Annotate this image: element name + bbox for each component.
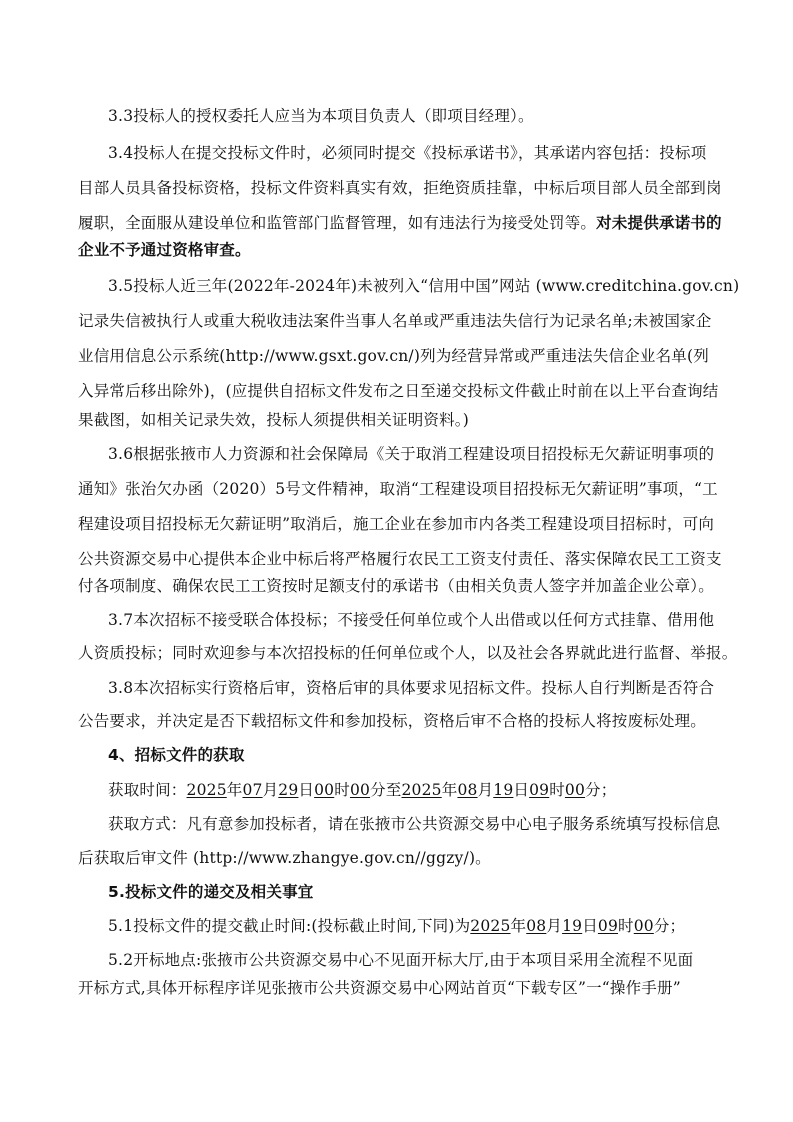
paragraph-5-1 — [108, 916, 685, 936]
hour-unit: 时 — [618, 917, 634, 935]
paragraph-3-6-line: 公共资源交易中心提供本企业中标后将严格履行农民工工资支付责任、落实保障农民工工资支 — [78, 550, 722, 568]
end-month: 08 — [457, 781, 478, 799]
month-unit: 月 — [477, 781, 494, 799]
paragraph-3-5-line: 果截图，如相关记录失效，投标人须提供相关证明资料。) — [78, 411, 469, 429]
deadline-day: 19 — [562, 917, 583, 935]
paragraph-5-2-line: 5.2开标地点:张掖市公共资源交易中心不见面开标大厅,由于本项目采用全流程不见面 — [108, 951, 694, 969]
deadline-minute: 00 — [633, 917, 654, 935]
deadline-month: 08 — [526, 917, 547, 935]
year-unit: 年 — [226, 781, 243, 799]
minute-unit: 分； — [653, 917, 686, 935]
start-month: 07 — [242, 781, 263, 799]
start-day: 29 — [278, 781, 299, 799]
paragraph-3-3: 3.3投标人的授权委托人应当为本项目负责人（即项目经理）。 — [108, 107, 534, 125]
minute-unit: 分； — [585, 781, 617, 799]
hour-unit: 时 — [549, 781, 565, 799]
end-hour: 09 — [529, 781, 550, 799]
paragraph-3-6-line: 通知》张治欠办函（2020）5号文件精神，取消“工程建设项目招投标无欠薪证明”事项，“工 — [78, 480, 718, 498]
start-minute: 00 — [349, 781, 371, 799]
acquisition-method-line: 后获取后审文件 (http://www.zhangye.gov.cn//ggzy/)。 — [78, 849, 491, 867]
deadline-hour: 09 — [597, 917, 619, 935]
acquisition-time-line — [108, 780, 616, 800]
section-heading-5: 5.投标文件的递交及相关事宜 — [108, 883, 314, 901]
paragraph-3-4-bold-note: 对未提供承诺书的 — [596, 213, 722, 232]
year-unit: 年 — [510, 917, 527, 935]
acquisition-time-label: 获取时间： — [108, 781, 187, 799]
deadline-year: 2025 — [470, 917, 511, 935]
end-day: 19 — [493, 781, 514, 799]
paragraph-3-8-line: 公告要求，并决定是否下载招标文件和参加投标，资格后审不合格的投标人将按废标处理。 — [78, 712, 707, 730]
start-hour: 00 — [314, 781, 335, 799]
paragraph-3-6-line: 程建设项目招投标无欠薪证明”取消后，施工企业在参加市内各类工程建设项目招标时，可向 — [78, 515, 715, 533]
paragraph-3-4-bold-note: 企业不予通过资格审查。 — [78, 240, 251, 259]
section-heading-4: 4、招标文件的获取 — [108, 746, 245, 764]
year-unit: 年 — [441, 781, 458, 799]
paragraph-3-6-line: 付各项制度、确保农民工工资按时足额支付的承诺书（由相关负责人签字并加盖企业公章）。 — [78, 577, 714, 595]
paragraph-3-8-line: 3.8本次招标实行资格后审，资格后审的具体要求见招标文件。投标人自行判断是否符合 — [108, 679, 715, 697]
acquisition-method-line: 获取方式：凡有意参加投标者，请在张掖市公共资源交易中心电子服务系统填写投标信息 — [108, 815, 721, 833]
paragraph-3-4-line-last — [78, 213, 722, 233]
day-unit: 日 — [582, 917, 598, 935]
paragraph-3-5-line: 入异常后移出除外)，(应提供自招标文件发布之日至递交投标文件截止时前在以上平台查询结 — [78, 382, 719, 400]
paragraph-3-4-text: 履职，全面服从建设单位和监管部门监督管理，如有违法行为接受处罚等。 — [78, 214, 597, 232]
day-unit: 日 — [513, 781, 530, 799]
end-year: 2025 — [401, 781, 442, 799]
paragraph-3-6-line: 3.6根据张掖市人力资源和社会保障局《关于取消工程建设项目招投标无欠薪证明事项的 — [108, 445, 715, 463]
paragraph-3-7-line: 人资质投标；同时欢迎参与本次招投标的任何单位或个人，以及社会各界就此进行监督、举报。 — [78, 644, 738, 662]
end-minute: 00 — [564, 781, 586, 799]
paragraph-3-5-line: 记录失信被执行人或重大税收违法案件当事人名单或严重违法失信行为记录名单;未被国家企 — [78, 312, 712, 330]
start-year: 2025 — [186, 781, 227, 799]
deadline-label: 5.1投标文件的提交截止时间:(投标截止时间,下同)为 — [108, 917, 471, 935]
minute-unit-to: 分至 — [370, 781, 402, 799]
paragraph-3-4-line: 3.4投标人在提交投标文件时，必须同时提交《投标承诺书》，其承诺内容包括：投标项 — [108, 144, 707, 162]
paragraph-5-2-line: 开标方式,具体开标程序详见张掖市公共资源交易中心网站首页“下载专区”一“操作手册” — [78, 979, 681, 997]
month-unit: 月 — [262, 781, 279, 799]
month-unit: 月 — [546, 917, 563, 935]
paragraph-3-5-line: 业信用信息公示系统(http://www.gsxt.gov.cn/)列为经营异常或严重违法失信企业名单(列 — [78, 347, 709, 365]
paragraph-3-5-line: 3.5投标人近三年(2022年-2024年)未被列入“信用中国”网站 (www.creditchina.gov.cn) — [108, 277, 740, 295]
paragraph-3-7-line: 3.7本次招标不接受联合体投标；不接受任何单位或个人出借或以任何方式挂靠、借用他 — [108, 611, 715, 629]
paragraph-3-4-line: 目部人员具备投标资格，投标文件资料真实有效，拒绝资质挂靠，中标后项目部人员全部到岗 — [78, 179, 722, 197]
hour-unit: 时 — [334, 781, 350, 799]
day-unit: 日 — [298, 781, 315, 799]
